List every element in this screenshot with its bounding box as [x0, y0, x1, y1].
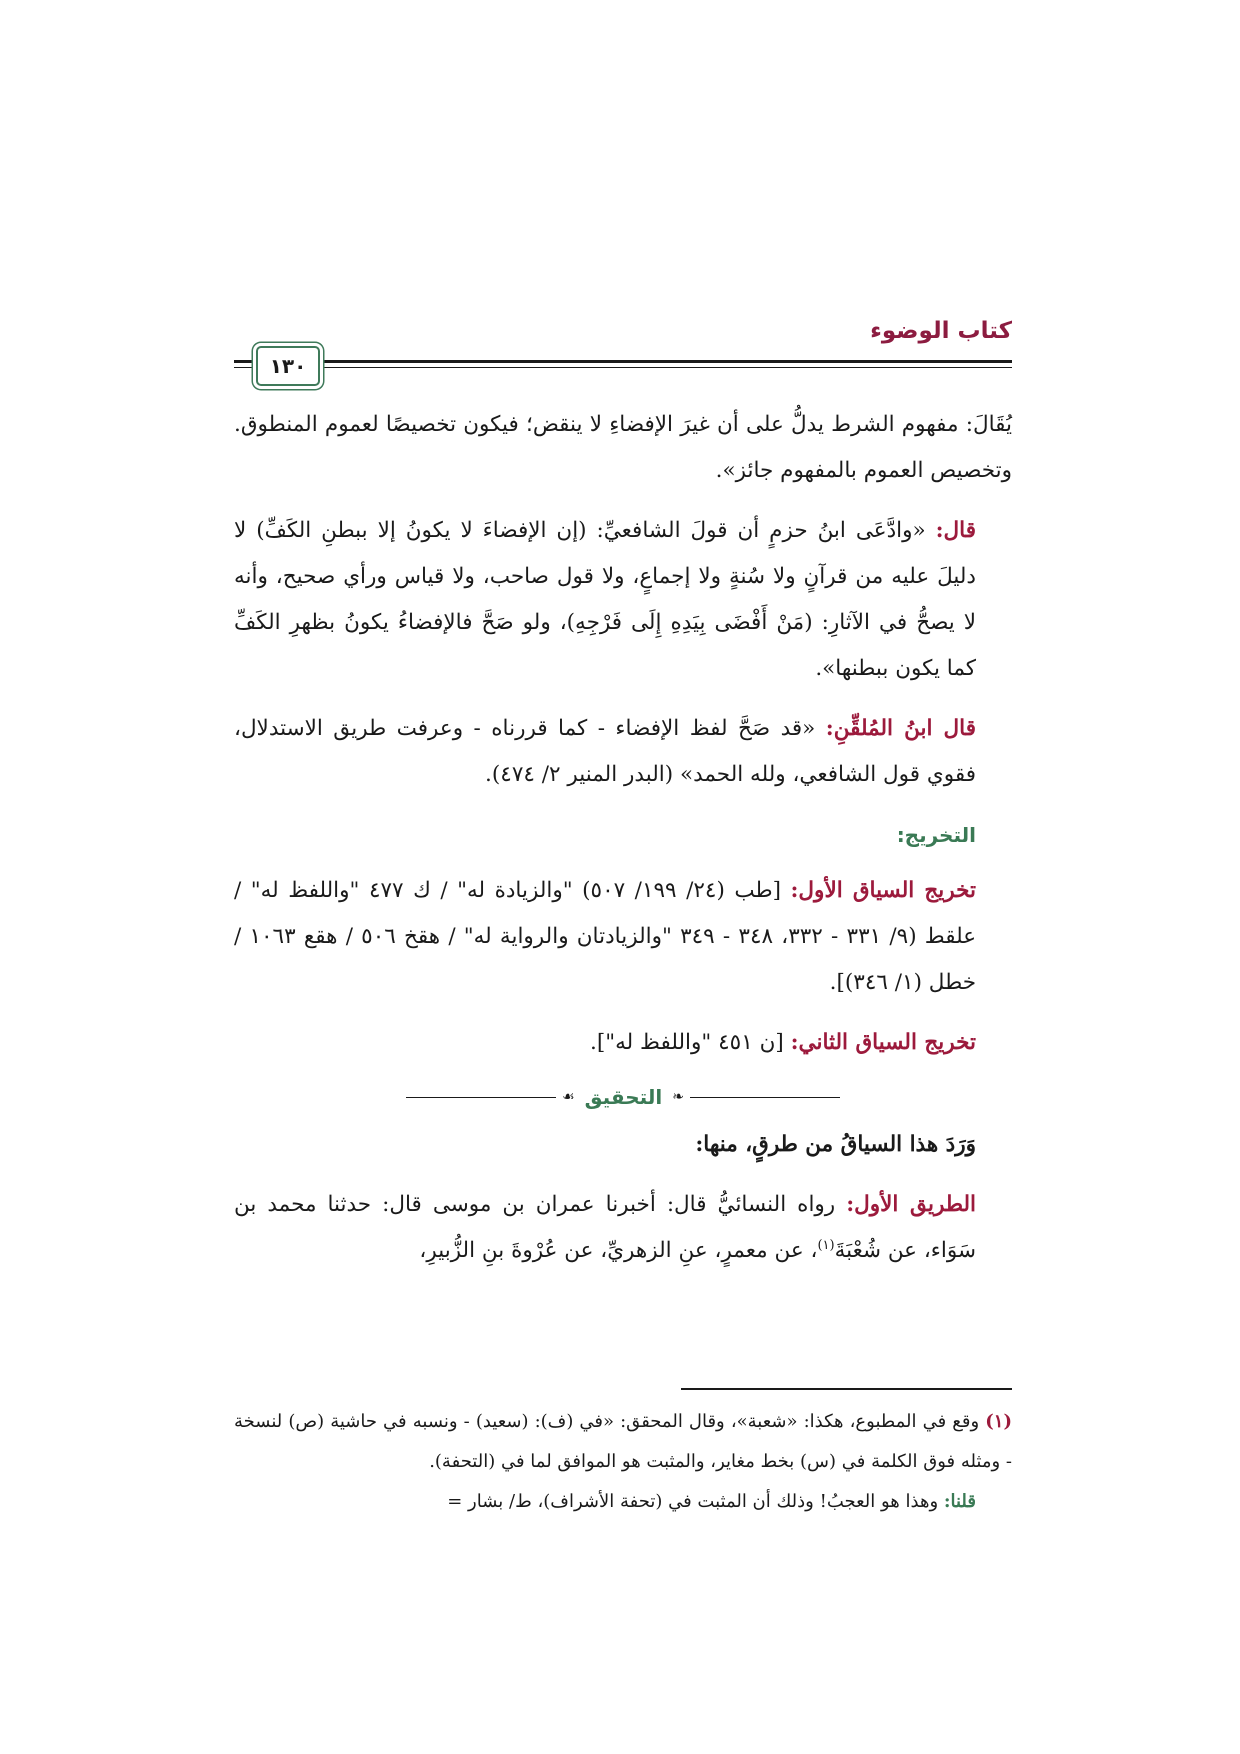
paragraph-4: وَرَدَ هذا السياقُ من طرقٍ، منها: [695, 1132, 976, 1157]
footnote-separator [681, 1388, 1012, 1390]
paragraph-3 [234, 706, 1012, 798]
paragraph-3-label: قال ابنُ المُلقِّنِ: [825, 716, 976, 741]
paragraph-5-tail: ، عن معمرٍ، عنِ الزهريِّ، عن عُرْوةَ بنِ الزُّبيرِ، [419, 1238, 818, 1263]
takhrij-1 [234, 868, 1012, 1006]
paragraph-5-text: رواه النسائيُّ قال: أخبرنا عمران بن موسى قال: حدثنا محمد بن سَوَاء، عن شُعْبَةَ [234, 1192, 976, 1263]
paragraph-5-label: الطريق الأول: [846, 1192, 976, 1217]
divider-line-left [406, 1097, 556, 1098]
footnote-2 [234, 1482, 1012, 1522]
footnotes [234, 1402, 1012, 1522]
takhrij-heading: التخريج: [896, 823, 976, 847]
paragraph-2 [234, 508, 1012, 692]
book-title: كتاب الوضوء [870, 318, 1012, 344]
ornament-icon: ☙ [562, 1089, 575, 1105]
footnote-ref[interactable]: (١) [817, 1237, 835, 1253]
takhrij-1-label: تخريج السياق الأول: [790, 878, 977, 903]
takhrij-1-text: [طب (٢٤/ ١٩٩/ ٥٠٧) "والزيادة له" / ك ٤٧٧ "واللفظ له" / علقط (٩/ ٣٣١ - ٣٣٢، ٣٤٨ - ٣٤٩ "والزيادتان والرواية له" / هقخ ٥٠٦ / هقع ١٠٦٣ / خطل (١/ ٣٤٦)]. [234, 878, 977, 995]
paragraph-2-text: «وادَّعَى ابنُ حزمٍ أن قولَ الشافعيِّ: (إن الإفضاءَ لا يكونُ إلا ببطنِ الكَفِّ) لا دليلَ عليه من قرآنٍ ولا سُنةٍ ولا إجماعٍ، ولا قول صاحب، ولا قياس ورأي صحيح، وأنه لا يصحُّ في الآثارِ: (مَنْ أَفْضَى بِيَدِهِ إِلَى فَرْجِهِ)، ولو صَحَّ فالإفضاءُ يكونُ بظهرِ الكَفِّ كما يكون ببطنها». [234, 518, 976, 681]
footnote-1 [234, 1402, 1012, 1482]
takhrij-2 [234, 1020, 1012, 1066]
paragraph-2-label: قال: [935, 518, 976, 543]
footnote-1-number: (١) [985, 1411, 1012, 1432]
tahqiq-divider [234, 1080, 1012, 1114]
ornament-icon: ❧ [672, 1089, 684, 1105]
footnote-2-text: وهذا هو العجبُ! وذلك أن المثبت في (تحفة الأشراف)، ط/ بشار = [447, 1491, 944, 1512]
tahqiq-title: التحقيق [584, 1085, 663, 1109]
header-rule-thin [234, 367, 1012, 368]
paragraph-1-text: يُقَالَ: مفهوم الشرط يدلُّ على أن غيرَ الإفضاءِ لا ينقض؛ فيكون تخصيصًا لعموم المنطوق. وتخصيص العموم بالمفهوم جائز». [234, 412, 1012, 483]
page-header [234, 318, 1012, 388]
takhrij-2-label: تخريج السياق الثاني: [790, 1030, 976, 1055]
page-number: ١٣٠ [269, 354, 307, 378]
main-text [234, 402, 1012, 1288]
paragraph-5 [234, 1182, 1012, 1274]
header-rule-thick [234, 360, 1012, 363]
footnote-1-text: وقع في المطبوع، هكذا: «شعبة»، وقال المحقق: «في (ف): (سعيد) - ونسبه في حاشية (ص) لنسخة - ومثله فوق الكلمة في (س) بخط مغاير، والمثبت هو الموافق لما في (التحفة). [234, 1411, 1012, 1472]
takhrij-2-text: [ن ٤٥١ "واللفظ له"]. [590, 1030, 791, 1055]
paragraph-3-text: «قد صَحَّ لفظ الإفضاء - كما قررناه - وعرفت طريق الاستدلال، فقوي قول الشافعي، ولله الحمد» (البدر المنير ٢/ ٤٧٤). [234, 716, 976, 787]
page-number-badge [256, 346, 320, 386]
divider-line-right [690, 1097, 840, 1098]
footnote-2-label: قلنا: [943, 1491, 976, 1512]
paragraph-1 [234, 402, 1012, 494]
